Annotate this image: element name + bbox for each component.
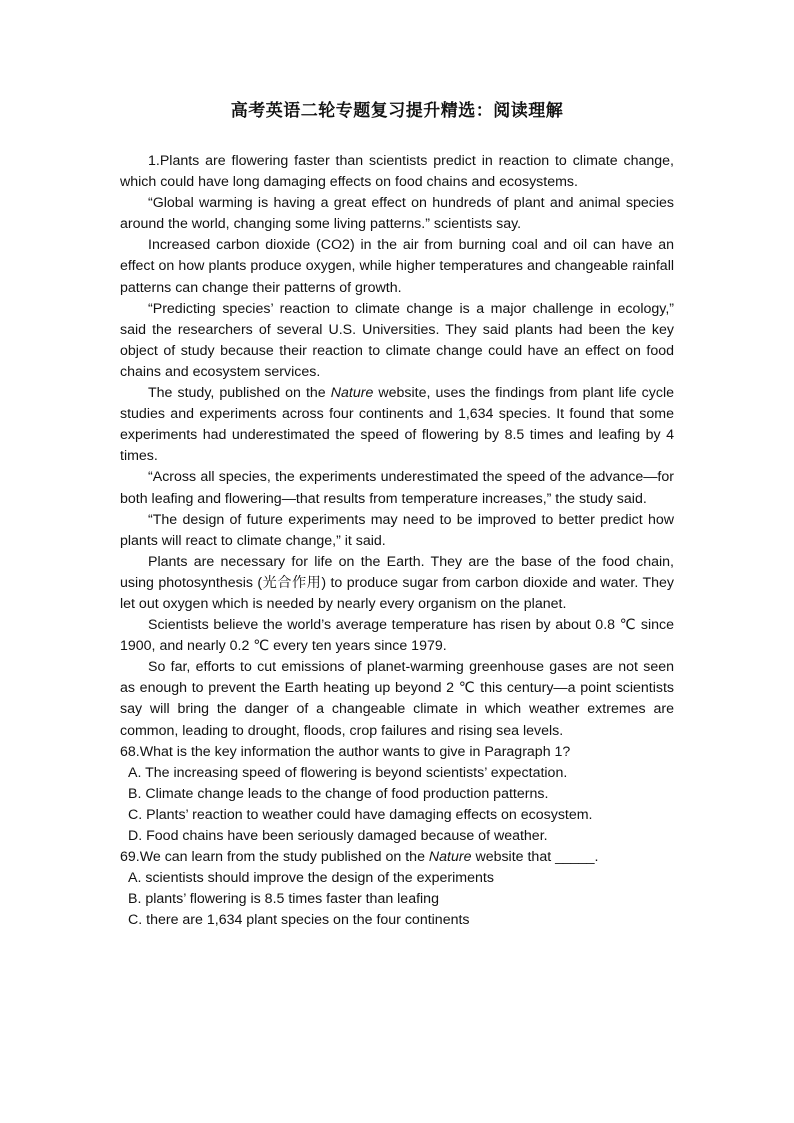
paragraph-text: The study, published on the (148, 385, 331, 402)
passage-paragraph-5 (120, 383, 674, 467)
question-69 (120, 847, 674, 931)
question-stem (120, 847, 674, 868)
passage-paragraph-6: “Across all species, the experiments underestimated the speed of the advance—for both leafing and flowering—that results from temperature increases,” the study said. (120, 469, 674, 507)
question-stem: 68.What is the key information the author wants to give in Paragraph 1? (120, 743, 571, 760)
passage-paragraph-2: “Global warming is having a great effect on hundreds of plant and animal species around the world, changing some living patterns.” scientists say. (120, 195, 674, 233)
question-68 (120, 742, 674, 847)
answer-option-a: A. The increasing speed of flowering is beyond scientists’ expectation. (128, 764, 568, 781)
document-title: 高考英语二轮专题复习提升精选：阅读理解 (230, 101, 564, 121)
passage-paragraph-10: So far, efforts to cut emissions of planet-warming greenhouse gases are not seen as enough to prevent the Earth heating up beyond 2 ℃ this century—a point scientists say will bring the danger of a changeable climate in which weather extremes are common, leading to drought, floods, crop failures and rising sea levels. (120, 659, 674, 739)
passage-paragraph-4: “Predicting species’ reaction to climate change is a major challenge in ecology,” said the researchers of several U.S. Universities. They said plants had been the key object of study because their reaction to climate change could have an effect on food chains and ecosystem services. (120, 300, 674, 380)
stem-text: 69.We can learn from the study published on the (120, 849, 429, 866)
passage-paragraph-3: Increased carbon dioxide (CO2) in the air from burning coal and oil can have an effect on how plants produce oxygen, while higher temperatures and changeable rainfall patterns can change their patterns of growth. (120, 237, 674, 296)
passage-paragraph-1: 1.Plants are flowering faster than scientists predict in reaction to climate change, which could have long damaging effects on food chains and ecosystems. (120, 153, 674, 191)
document-page (120, 96, 674, 931)
journal-name: Nature (428, 849, 472, 866)
passage-paragraph-7: “The design of future experiments may need to be improved to better predict how plants will react to climate change,” it said. (120, 511, 674, 549)
stem-text: website that _____. (471, 849, 599, 866)
answer-option-c: C. there are 1,634 plant species on the four continents (128, 912, 470, 929)
passage-paragraph-9: Scientists believe the world’s average temperature has risen by about 0.8 ℃ since 1900, and nearly 0.2 ℃ every ten years since 1979. (120, 617, 674, 655)
answer-option-c: C. Plants’ reaction to weather could have damaging effects on ecosystem. (128, 806, 593, 823)
answer-option-b: B. Climate change leads to the change of food production patterns. (128, 785, 549, 802)
passage-paragraph-8: Plants are necessary for life on the Earth. They are the base of the food chain, using photosynthesis (光合作用) to produce sugar from carbon dioxide and water. They let out oxygen which is needed by nearly every organism on the planet. (120, 553, 674, 612)
answer-option-d: D. Food chains have been seriously damaged because of weather. (128, 828, 548, 844)
reading-passage (120, 151, 674, 742)
paragraph-text: website, uses the findings from plant life cycle studies and experiments across four continents and 1,634 species. It found that some experiments had underestimated the speed of flowering by 8.5 times and leafing by 4 times. (120, 385, 674, 465)
answer-option-b: B. plants’ flowering is 8.5 times faster than leafing (128, 891, 439, 908)
journal-name: Nature (330, 385, 374, 402)
answer-option-a: A. scientists should improve the design of the experiments (128, 870, 494, 887)
